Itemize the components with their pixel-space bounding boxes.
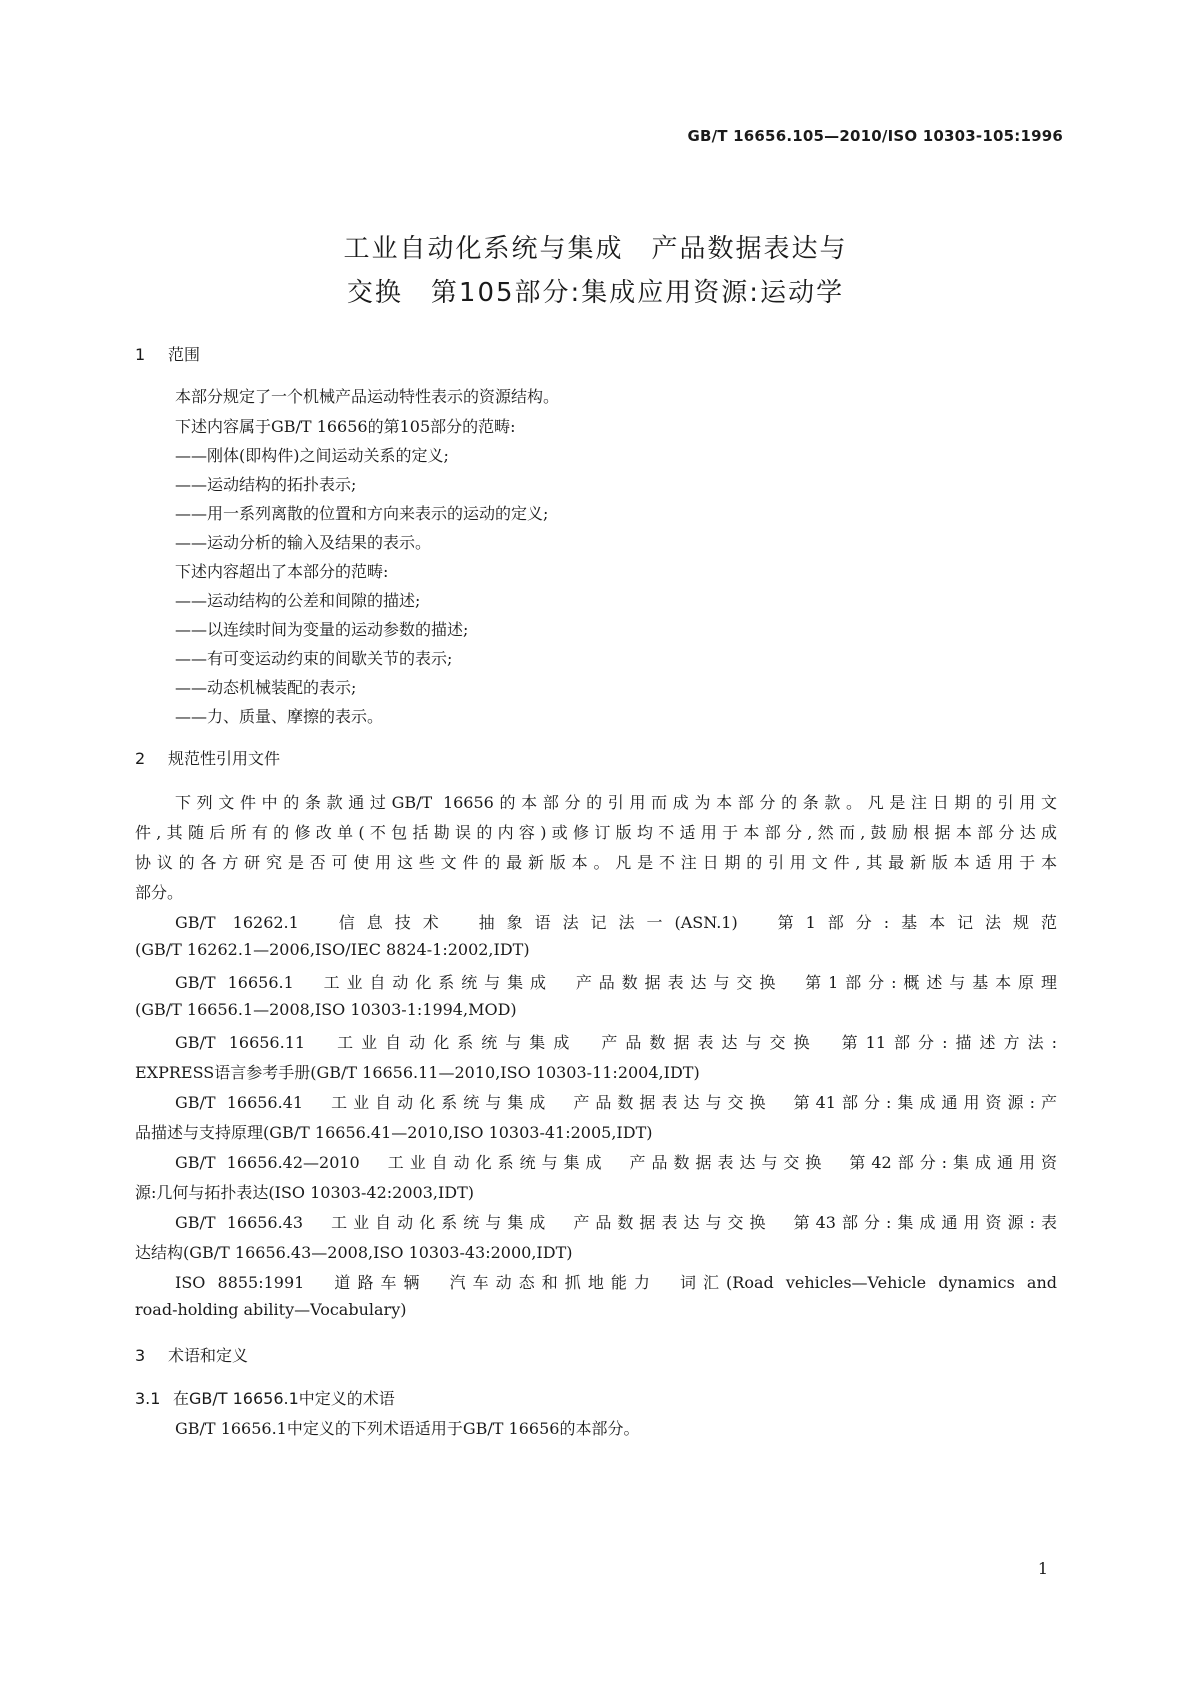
- scope-line: ——动态机械装配的表示;: [175, 678, 357, 697]
- section-3-heading: [135, 1343, 248, 1366]
- section-title: 在GB/T 16656.1中定义的术语: [173, 1389, 395, 1408]
- section-title: 规范性引用文件: [168, 749, 281, 768]
- scope-line: ——刚体(即构件)之间运动关系的定义;: [175, 446, 449, 465]
- section-number: 3: [135, 1346, 146, 1365]
- reference-line: 品描述与支持原理(GB/T 16656.41—2010,ISO 10303-41:2005,IDT): [135, 1123, 653, 1142]
- reference-line: GB/T 16656.42—2010 工业自动化系统与集成 产品数据表达与交换 第42部分:集成通用资: [175, 1153, 1057, 1172]
- reference-line: EXPRESS语言参考手册(GB/T 16656.11—2010,ISO 10303-11:2004,IDT): [135, 1063, 700, 1082]
- scope-line: 本部分规定了一个机械产品运动特性表示的资源结构。: [175, 387, 560, 406]
- reference-line: 达结构(GB/T 16656.43—2008,ISO 10303-43:2000,IDT): [135, 1243, 573, 1262]
- section-title: 术语和定义: [168, 1346, 249, 1365]
- scope-line: ——用一系列离散的位置和方向来表示的运动的定义;: [175, 504, 549, 523]
- reference-line: GB/T 16656.41 工业自动化系统与集成 产品数据表达与交换 第41部分:集成通用资源:产: [175, 1093, 1057, 1112]
- reference-line: 源:几何与拓扑表达(ISO 10303-42:2003,IDT): [135, 1183, 475, 1202]
- document-title-line-1: 工业自动化系统与集成 产品数据表达与: [343, 234, 848, 264]
- normative-intro-line: 下列文件中的条款通过GB/T 16656的本部分的引用而成为本部分的条款。凡是注日期的引用文: [175, 793, 1057, 812]
- document-title-line-2: 交换 第105部分:集成应用资源:运动学: [346, 278, 845, 308]
- terms-line: GB/T 16656.1中定义的下列术语适用于GB/T 16656的本部分。: [175, 1419, 640, 1438]
- scope-line: ——运动结构的拓扑表示;: [175, 475, 357, 494]
- reference-line: (GB/T 16262.1—2006,ISO/IEC 8824-1:2002,IDT): [135, 940, 530, 959]
- reference-line: GB/T 16656.1 工业自动化系统与集成 产品数据表达与交换 第1部分:概述与基本原理: [175, 973, 1057, 992]
- reference-line: GB/T 16656.43 工业自动化系统与集成 产品数据表达与交换 第43部分:集成通用资源:表: [175, 1213, 1057, 1232]
- section-number: 2: [135, 749, 146, 768]
- section-2-heading: [135, 746, 280, 769]
- scope-line: ——有可变运动约束的间歇关节的表示;: [175, 649, 453, 668]
- reference-line: ISO 8855:1991 道路车辆 汽车动态和抓地能力 词汇(Road vehicles—Vehicle dynamics and: [175, 1273, 1057, 1292]
- normative-intro-line: 协议的各方研究是否可使用这些文件的最新版本。凡是不注日期的引用文件,其最新版本适用于本: [135, 853, 1057, 872]
- scope-line: ——运动结构的公差和间隙的描述;: [175, 591, 421, 610]
- reference-line: GB/T 16656.11 工业自动化系统与集成 产品数据表达与交换 第11部分:描述方法:: [175, 1033, 1057, 1052]
- reference-line: GB/T 16262.1 信息技术 抽象语法记法一(ASN.1) 第1部分:基本记法规范: [175, 913, 1057, 932]
- section-number: 3.1: [135, 1389, 161, 1408]
- scope-line: ——以连续时间为变量的运动参数的描述;: [175, 620, 469, 639]
- section-1-heading: [135, 342, 200, 365]
- reference-line: (GB/T 16656.1—2008,ISO 10303-1:1994,MOD): [135, 1000, 517, 1019]
- page-number: 1: [1037, 1559, 1048, 1578]
- section-number: 1: [135, 345, 146, 364]
- scope-line: ——力、质量、摩擦的表示。: [175, 707, 384, 726]
- scope-line: 下述内容属于GB/T 16656的第105部分的范畴:: [175, 417, 516, 436]
- document-id-header: GB/T 16656.105—2010/ISO 10303-105:1996: [687, 127, 1063, 145]
- scope-line: 下述内容超出了本部分的范畴:: [175, 562, 389, 581]
- section-title: 范围: [168, 345, 201, 364]
- reference-line: road-holding ability—Vocabulary): [135, 1300, 407, 1319]
- section-3-1-heading: [135, 1386, 395, 1409]
- normative-intro-line: 件,其随后所有的修改单(不包括勘误的内容)或修订版均不适用于本部分,然而,鼓励根据本部分达成: [135, 823, 1057, 842]
- normative-intro-line: 部分。: [135, 883, 184, 902]
- scope-line: ——运动分析的输入及结果的表示。: [175, 533, 432, 552]
